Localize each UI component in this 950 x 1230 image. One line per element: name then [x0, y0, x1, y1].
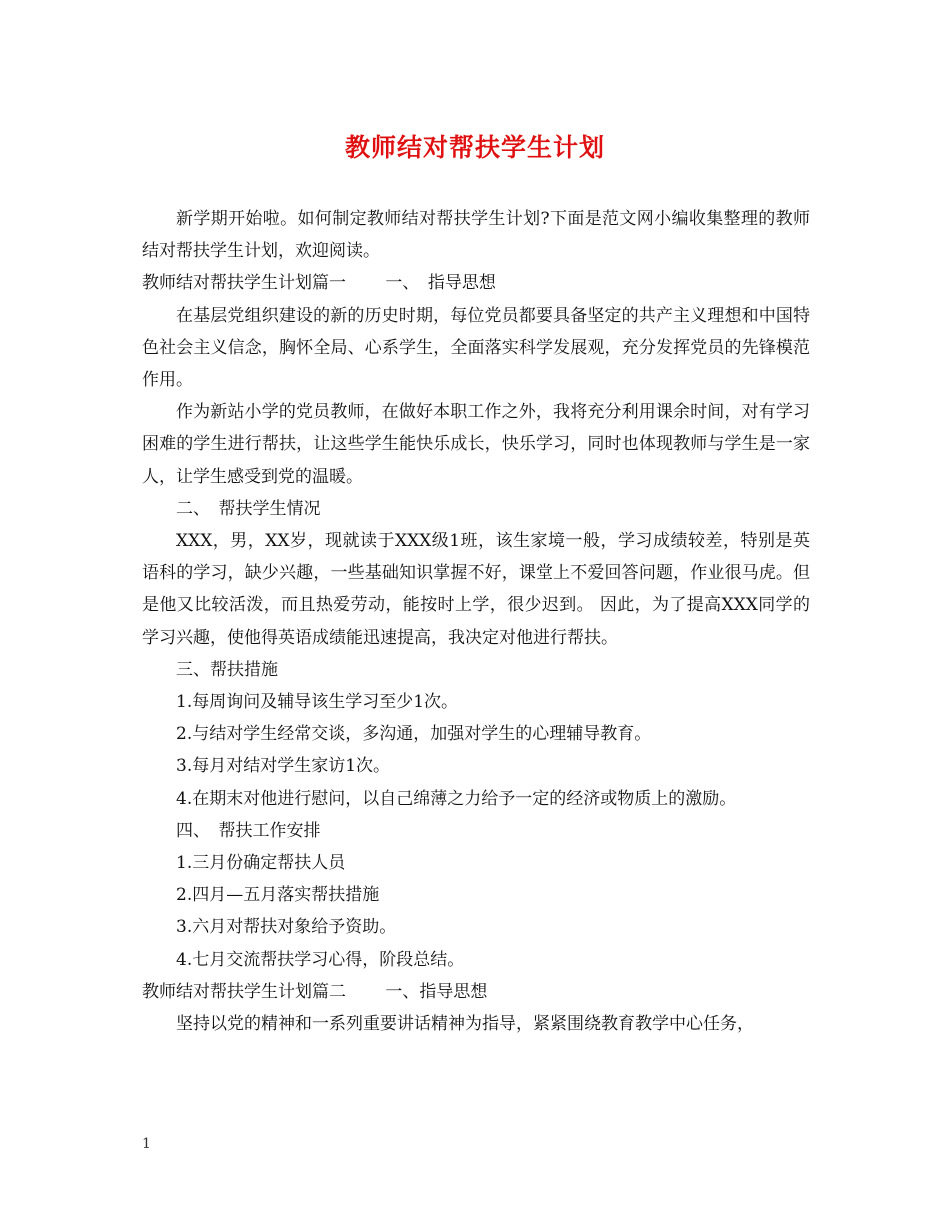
section-heading-part-two: 教师结对帮扶学生计划篇二 一、指导思想	[142, 981, 488, 1002]
section-heading-part-one: 教师结对帮扶学生计划篇一 一、 指导思想	[142, 273, 496, 294]
paragraph-guiding-thought: 在基层党组织建设的新的历史时期，每位党员都要具备坚定的共产主义理想和中国特色社会主义信念，胸怀全局、心系学生，全面落实科学发展观，充分发挥党员的先锋模范作用。	[142, 305, 810, 391]
list-item-schedule-3: 3.六月对帮扶对象给予资助。	[176, 917, 397, 938]
section-heading-schedule: 四、 帮扶工作安排	[176, 820, 321, 841]
list-item-schedule-4: 4.七月交流帮扶学习心得，阶段总结。	[176, 949, 465, 970]
document-title: 教师结对帮扶学生计划	[344, 133, 605, 162]
list-item-measure-3: 3.每月对结对学生家访1次。	[176, 756, 391, 777]
paragraph-teacher-role: 作为新站小学的党员教师，在做好本职工作之外，我将充分利用课余时间，对有学习困难的学生进行帮扶，让这些学生能快乐成长，快乐学习，同时也体现教师与学生是一家人，让学生感受到党的温暖。	[142, 402, 810, 487]
list-item-measure-4: 4.在期末对他进行慰问，以自己绵薄之力给予一定的经济或物质上的激励。	[176, 788, 737, 809]
list-item-measure-1: 1.每周询问及辅导该生学习至少1次。	[176, 692, 459, 713]
list-item-schedule-1: 1.三月份确定帮扶人员	[176, 853, 346, 874]
document-body	[142, 203, 810, 1040]
page-number: 1	[142, 1136, 151, 1152]
section-heading-student-situation: 二、 帮扶学生情况	[176, 498, 321, 519]
section-heading-measures: 三、帮扶措施	[176, 659, 278, 680]
list-item-schedule-2: 2.四月—五月落实帮扶措施	[176, 885, 380, 906]
paragraph-part-two-start: 坚持以党的精神和一系列重要讲话精神为指导，紧紧围绕教育教学中心任务，	[176, 1014, 754, 1035]
paragraph-intro: 新学期开始啦。如何制定教师结对帮扶学生计划?下面是范文网小编收集整理的教师结对帮扶学生计划，欢迎阅读。	[142, 209, 810, 262]
list-item-measure-2: 2.与结对学生经常交谈，多沟通，加强对学生的心理辅导教育。	[176, 724, 652, 745]
paragraph-student-situation: XXX，男，XX岁，现就读于XXX级1班，该生家境一般，学习成绩较差，特别是英语科的学习，缺少兴趣，一些基础知识掌握不好，课堂上不爱回答问题，作业很马虎。但是他又比较活泼，而且热爱劳动，能按时上学，很少迟到。 因此，为了提高XXX同学的学习兴趣，使他得英语成绩能迅速提高，我决定对他进行帮扶。	[142, 531, 810, 648]
